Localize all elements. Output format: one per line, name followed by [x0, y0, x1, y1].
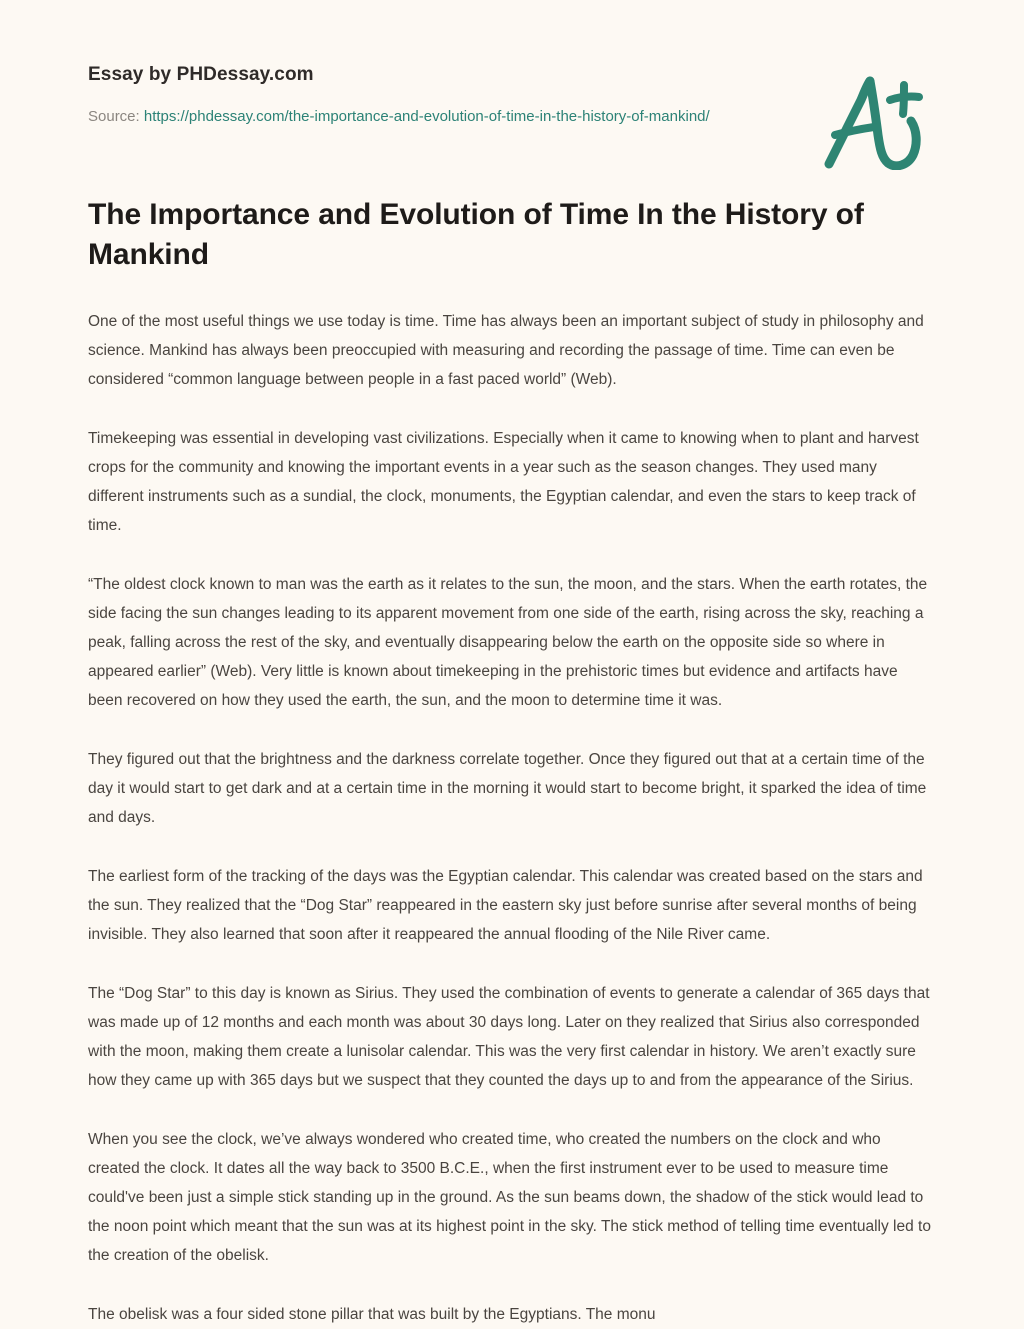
source-url-link[interactable]: https://phdessay.com/the-importance-and-evolution-of-time-in-the-history-of-mankind/ [143, 108, 710, 125]
a-plus-logo [818, 72, 936, 170]
article [0, 195, 1024, 1329]
article-body [88, 307, 934, 1329]
a-plus-icon [818, 72, 936, 170]
source-line [88, 103, 748, 130]
paragraph: The earliest form of the tracking of the days was the Egyptian calendar. This calendar was created based on the stars and the sun. They realized that the “Dog Star” reappeared in the eastern sky just before sunrise after several months of being invisible. They also learned that soon after it reappeared the annual flooding of the Nile River came. [88, 868, 923, 943]
paragraph: The “Dog Star” to this day is known as Sirius. They used the combination of events to generate a calendar of 365 days that was made up of 12 months and each month was about 30 days long. Later on they realized that Sirius also corresponded with the moon, making them create a lunisolar calendar. This was the very first calendar in history. We aren’t exactly sure how they came up with 365 days but we suspect that they counted the days up to and from the appearance of the Sirius. [88, 985, 930, 1089]
paragraph: One of the most useful things we use today is time. Time has always been an important subject of study in philosophy and science. Mankind has always been preoccupied with measuring and recording the passage of time. Time can even be considered “common language between people in a fast paced world” (Web). [88, 313, 924, 388]
page-header [0, 0, 1024, 130]
paragraph: “The oldest clock known to man was the earth as it relates to the sun, the moon, and the stars. When the earth rotates, the side facing the sun changes leading to its apparent movement from one side of the earth, rising across the sky, reaching a peak, falling across the rest of the sky, and eventually disappearing below the earth on the opposite side so where in appeared earlier” (Web). Very little is known about timekeeping in the prehistoric times but evidence and artifacts have been recovered on how they used the earth, the sun, and the moon to determine time it was. [88, 576, 928, 709]
source-label: Source: [88, 108, 140, 125]
paragraph: When you see the clock, we’ve always wondered who created time, who created the numbers on the clock and who created the clock. It dates all the way back to 3500 B.C.E., when the first instrument ever to be used to measure time could've been just a simple stick standing up in the ground. As the sun beams down, the shadow of the stick would lead to the noon point which meant that the sun was at its highest point in the sky. The stick method of telling time eventually led to the creation of the obelisk. [88, 1131, 931, 1264]
paragraph: The obelisk was a four sided stone pillar that was built by the Egyptians. The monu [88, 1306, 656, 1323]
paragraph: They figured out that the brightness and the darkness correlate together. Once they figured out that at a certain time of the day it would start to get dark and at a certain time in the morning it would start to become bright, it sparked the idea of time and days. [88, 751, 927, 826]
paragraph: Timekeeping was essential in developing vast civilizations. Especially when it came to knowing when to plant and harvest crops for the community and knowing the important events in a year such as the season changes. They used many different instruments such as a sundial, the clock, monuments, the Egyptian calendar, and even the stars to keep track of time. [88, 430, 919, 534]
brand-title: Essay by PHDessay.com [88, 64, 314, 85]
page-title: The Importance and Evolution of Time In the History of Mankind [88, 198, 864, 271]
